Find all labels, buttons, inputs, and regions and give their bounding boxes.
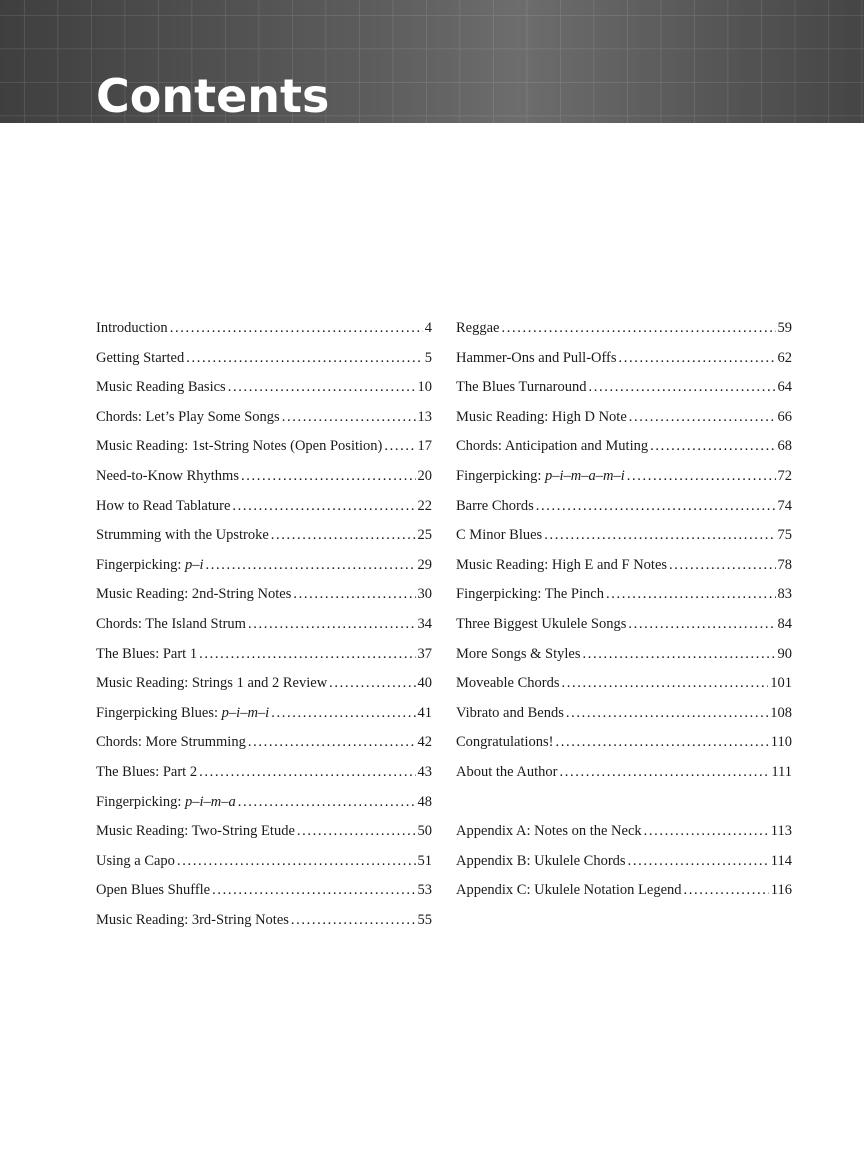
dot-leader [248, 728, 416, 758]
toc-entry-page: 66 [777, 408, 792, 425]
toc-entry-title: Music Reading: 1st-String Notes (Open Position) [96, 438, 383, 455]
toc-entry-title: The Blues Turnaround [456, 379, 587, 396]
toc-entry-page: 4 [424, 320, 432, 336]
toc-entry-page: 20 [417, 467, 432, 484]
toc-entry[interactable] [456, 847, 792, 877]
toc-entry[interactable] [96, 669, 432, 699]
toc-entry-page: 48 [417, 793, 432, 810]
toc-entry-page: 113 [770, 823, 792, 840]
dot-leader [293, 580, 415, 610]
dot-leader [619, 344, 776, 374]
dot-leader [566, 699, 768, 729]
toc-entry[interactable] [96, 640, 432, 670]
toc-entry-title: Open Blues Shuffle [96, 882, 211, 899]
toc-entry-page: 78 [777, 556, 792, 573]
toc-entry-page: 13 [417, 408, 432, 425]
toc-entry-title: How to Read Tablature [96, 497, 231, 514]
toc-entry[interactable] [96, 788, 432, 818]
toc-entry-title: Chords: Let’s Play Some Songs [96, 408, 280, 425]
toc-entry-page: 116 [770, 882, 792, 899]
toc-entry-page: 22 [417, 497, 432, 514]
toc-entry-page: 40 [417, 675, 432, 692]
toc-entry[interactable] [96, 847, 432, 877]
dot-leader [291, 906, 416, 936]
toc-entry-title: Introduction [96, 320, 168, 336]
toc-entry-title: Fingerpicking: p–i–m–a–m–i [456, 467, 625, 484]
toc-entry-page: 29 [417, 556, 432, 573]
toc-entry[interactable] [96, 432, 432, 462]
dot-leader [297, 817, 416, 847]
toc-entry-pattern: p–i [185, 556, 204, 573]
toc-entry-pattern: p–i–m–a–m–i [545, 467, 625, 484]
toc-entry-page: 43 [417, 763, 432, 780]
dot-leader [629, 403, 776, 433]
toc-entry[interactable] [96, 876, 432, 906]
toc-entry[interactable] [456, 403, 792, 433]
dot-leader [248, 610, 416, 640]
toc-entry[interactable] [96, 728, 432, 758]
dot-leader [384, 432, 415, 462]
toc-entry-title: Congratulations! [456, 734, 554, 751]
dot-leader [199, 758, 415, 788]
toc-entry-title: About the Author [456, 763, 558, 780]
page-title: Contents [96, 69, 330, 123]
toc-entry[interactable] [456, 669, 792, 699]
dot-leader [562, 669, 769, 699]
dot-leader [644, 817, 769, 847]
dot-leader [206, 551, 416, 581]
toc-entry[interactable] [96, 521, 432, 551]
toc-entry[interactable] [456, 817, 792, 847]
toc-entry[interactable] [96, 551, 432, 581]
toc-entry-title: Barre Chords [456, 497, 534, 514]
dot-leader [177, 847, 416, 877]
toc-entry-title: Chords: The Island Strum [96, 615, 246, 632]
toc-entry-page: 59 [777, 320, 792, 336]
toc-entry-pattern: p–i–m–i [221, 704, 270, 721]
dot-leader [627, 462, 776, 492]
dot-leader [212, 876, 415, 906]
toc-entry-page: 42 [417, 734, 432, 751]
toc-entry-title: Three Biggest Ukulele Songs [456, 615, 627, 632]
toc-entry-title: Appendix C: Ukulele Notation Legend [456, 882, 682, 899]
toc-entry[interactable] [456, 373, 792, 403]
toc-entry-page: 53 [417, 882, 432, 899]
toc-entry-title: The Blues: Part 1 [96, 645, 198, 662]
dot-leader [628, 847, 769, 877]
toc-entry-title: The Blues: Part 2 [96, 763, 198, 780]
toc-entry-page: 72 [777, 467, 792, 484]
toc-entry-title: Fingerpicking Blues: p–i–m–i [96, 704, 270, 721]
toc-entry[interactable] [456, 640, 792, 670]
dot-leader [628, 610, 775, 640]
toc-entry-page: 10 [417, 379, 432, 396]
dot-leader [501, 314, 775, 344]
toc-entry[interactable] [456, 728, 792, 758]
dot-leader [536, 492, 776, 522]
dot-leader [282, 403, 416, 433]
toc-entry[interactable] [456, 492, 792, 522]
toc-entry[interactable] [456, 580, 792, 610]
toc-entry[interactable] [456, 314, 792, 344]
toc-entry-title: Music Reading: Strings 1 and 2 Review [96, 675, 328, 692]
dot-leader [329, 669, 415, 699]
dot-leader [186, 344, 423, 374]
dot-leader [669, 551, 775, 581]
toc-entry[interactable] [96, 906, 432, 936]
dot-leader [606, 580, 776, 610]
toc-entry-title: Hammer-Ons and Pull-Offs [456, 349, 617, 366]
header-banner [0, 0, 864, 123]
toc-entry[interactable] [96, 462, 432, 492]
toc-entry-page: 5 [424, 349, 432, 366]
toc-entry-title: Music Reading: 3rd-String Notes [96, 911, 289, 928]
toc-entry-page: 108 [770, 704, 792, 721]
dot-leader [555, 728, 768, 758]
dot-leader [684, 876, 769, 906]
toc-entry-title: Chords: More Strumming [96, 734, 246, 751]
toc-entry-title: Using a Capo [96, 852, 175, 869]
dot-leader [228, 373, 416, 403]
toc-entry[interactable] [456, 610, 792, 640]
toc-entry-page: 37 [417, 645, 432, 662]
dot-leader [170, 314, 423, 344]
toc-entry-title: Fingerpicking: p–i–m–a [96, 793, 236, 810]
toc-entry-page: 75 [777, 527, 792, 544]
dot-leader [560, 758, 770, 788]
toc-entry[interactable] [96, 699, 432, 729]
toc-entry[interactable] [96, 373, 432, 403]
toc-entry-title: Chords: Anticipation and Muting [456, 438, 649, 455]
toc-entry-title: Strumming with the Upstroke [96, 527, 269, 544]
toc-entry-title: Music Reading: High D Note [456, 408, 627, 425]
toc-entry-title: Need-to-Know Rhythms [96, 467, 239, 484]
toc-entry[interactable] [96, 610, 432, 640]
toc-entry-title: More Songs & Styles [456, 645, 581, 662]
toc-entry-title: Appendix B: Ukulele Chords [456, 852, 626, 869]
toc-entry-page: 90 [777, 645, 792, 662]
dot-leader [589, 373, 776, 403]
toc-entry[interactable] [96, 758, 432, 788]
toc-entry-page: 110 [770, 734, 792, 751]
toc-entry-page: 50 [417, 823, 432, 840]
toc-entry-page: 114 [770, 852, 792, 869]
toc-entry-title: Music Reading Basics [96, 379, 226, 396]
toc-entry[interactable] [456, 344, 792, 374]
toc-entry-title: Music Reading: 2nd-String Notes [96, 586, 292, 603]
toc-entry[interactable] [96, 817, 432, 847]
toc-entry-page: 111 [771, 763, 792, 780]
toc-entry[interactable] [456, 521, 792, 551]
toc-entry-page: 74 [777, 497, 792, 514]
toc-entry-title: Moveable Chords [456, 675, 560, 692]
toc-entry[interactable] [456, 462, 792, 492]
dot-leader [271, 699, 415, 729]
toc-entry-page: 30 [417, 586, 432, 603]
toc-entry-page: 17 [417, 438, 432, 455]
toc-entry-pattern: p–i–m–a [185, 793, 236, 810]
toc-entry[interactable] [456, 551, 792, 581]
toc-entry-page: 41 [417, 704, 432, 721]
toc-entry-title: Vibrato and Bends [456, 704, 564, 721]
toc-entry-page: 51 [417, 852, 432, 869]
toc-spacer [456, 788, 792, 818]
toc-entry-title: Appendix A: Notes on the Neck [456, 823, 642, 840]
toc-entry[interactable] [96, 580, 432, 610]
toc-entry-page: 64 [777, 379, 792, 396]
dot-leader [650, 432, 775, 462]
toc-entry[interactable] [96, 314, 432, 344]
toc-entry-title: Fingerpicking: p–i [96, 556, 204, 573]
dot-leader [241, 462, 416, 492]
toc-entry[interactable] [456, 699, 792, 729]
dot-leader [232, 492, 415, 522]
toc-entry[interactable] [456, 432, 792, 462]
toc-entry-title: Music Reading: High E and F Notes [456, 556, 668, 573]
dot-leader [271, 521, 416, 551]
toc-entry-page: 62 [777, 349, 792, 366]
toc-column-left [96, 314, 432, 935]
dot-leader [238, 788, 416, 818]
toc-entry-title: Fingerpicking: The Pinch [456, 586, 604, 603]
toc-entry-page: 55 [417, 911, 432, 928]
dot-leader [582, 640, 775, 670]
toc-entry[interactable] [456, 758, 792, 788]
toc-entry-page: 83 [777, 586, 792, 603]
toc-entry-page: 68 [777, 438, 792, 455]
toc-entry-title: Music Reading: Two-String Etude [96, 823, 295, 840]
toc-entry-page: 84 [777, 615, 792, 632]
toc-entry[interactable] [96, 344, 432, 374]
toc-entry-page: 25 [417, 527, 432, 544]
toc-entry-title: C Minor Blues [456, 527, 543, 544]
toc-entry-page: 34 [417, 615, 432, 632]
toc-entry[interactable] [96, 403, 432, 433]
toc-entry-page: 101 [770, 675, 792, 692]
toc-entry[interactable] [456, 876, 792, 906]
toc-column-right [456, 314, 792, 906]
toc-entry-title: Reggae [456, 320, 500, 336]
dot-leader [199, 640, 415, 670]
toc-entry-title: Getting Started [96, 349, 185, 366]
toc-entry[interactable] [96, 492, 432, 522]
dot-leader [544, 521, 775, 551]
